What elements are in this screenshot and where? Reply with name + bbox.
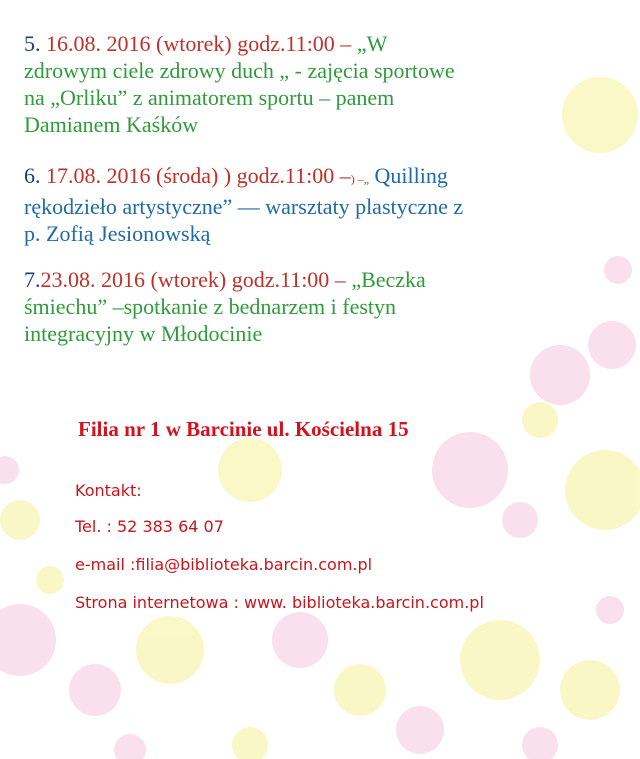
event-item bbox=[24, 266, 564, 347]
event-number: 5. bbox=[24, 31, 41, 56]
event-date: 16.08. 2016 (wtorek) godz.11:00 – bbox=[46, 31, 352, 56]
event-text: integracyjny w Młodocinie bbox=[24, 321, 263, 346]
event-text: „W bbox=[356, 31, 388, 56]
event-number: 6. bbox=[24, 163, 41, 188]
event-number: 7. bbox=[24, 267, 41, 292]
contact-email: e-mail :filia@biblioteka.barcin.com.pl bbox=[75, 555, 373, 574]
event-item bbox=[24, 30, 564, 138]
event-date: 17.08. 2016 (środa) ) godz.11:00 – bbox=[46, 163, 351, 188]
event-item bbox=[24, 162, 564, 247]
event-text: Quilling bbox=[374, 163, 448, 188]
event-date: 23.08. 2016 (wtorek) godz.11:00 – bbox=[40, 267, 346, 292]
branch-title: Filia nr 1 w Barcinie ul. Kościelna 15 bbox=[78, 417, 409, 441]
event-small-mark: ) –„ bbox=[350, 172, 370, 186]
event-line bbox=[24, 30, 564, 57]
event-text: na „Orliku” z animatorem sportu – panem bbox=[24, 85, 395, 110]
event-text: zdrowym ciele zdrowy duch „ - zajęcia sportowe bbox=[24, 58, 455, 83]
event-text: p. Zofią Jesionowską bbox=[24, 221, 211, 246]
event-text: Damianem Kaśków bbox=[24, 112, 199, 137]
event-line bbox=[24, 266, 564, 293]
contact-label: Kontakt: bbox=[75, 481, 142, 500]
event-text: „Beczka bbox=[351, 267, 426, 292]
contact-website: Strona internetowa : www. biblioteka.barcin.com.pl bbox=[75, 593, 484, 612]
event-line bbox=[24, 162, 564, 193]
event-text: rękodzieło artystyczne” — warsztaty plastyczne z bbox=[24, 194, 464, 219]
contact-phone: Tel. : 52 383 64 07 bbox=[75, 517, 224, 536]
event-text: śmiechu” –spotkanie z bednarzem i festyn bbox=[24, 294, 397, 319]
